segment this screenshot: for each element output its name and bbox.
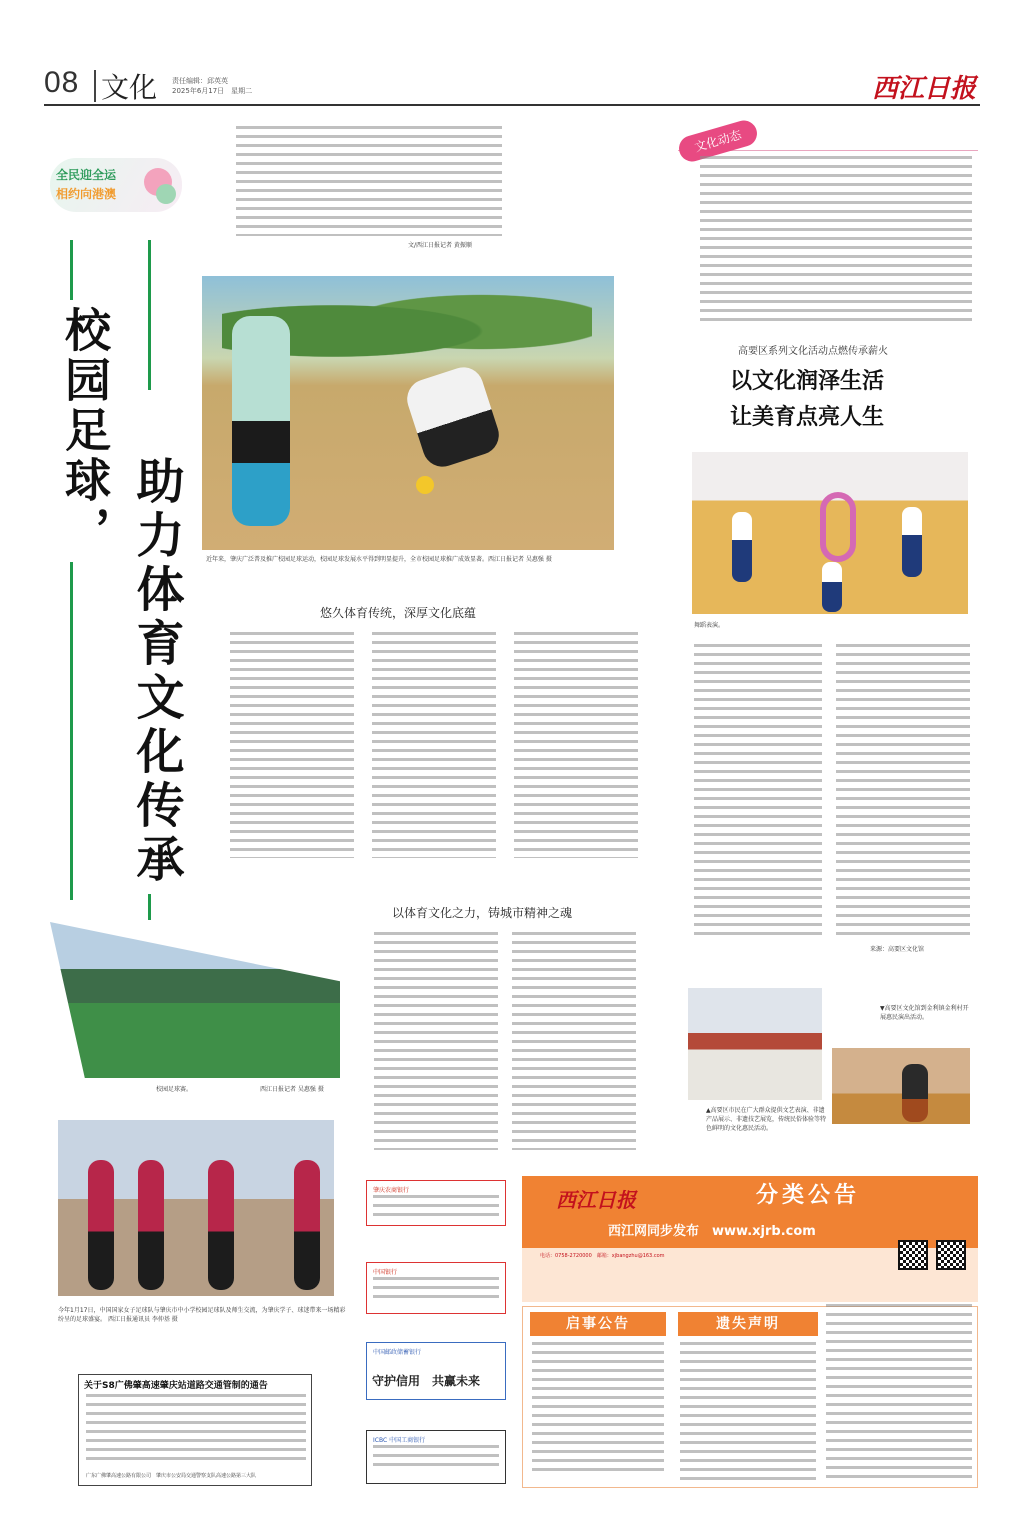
ad-bank-1[interactable] [366,1180,506,1226]
page-number: 08 [44,66,80,99]
body-column [372,632,496,858]
ad-body [373,1195,499,1221]
ad-slogan: 守护信用 共赢未来 [372,1374,481,1388]
classified-heading-lost: 遗失声明 [678,1312,818,1336]
body-column [374,932,498,1150]
body-column [230,632,354,858]
photo-player [294,1160,320,1290]
ad-body [373,1445,499,1471]
ad-bank-3[interactable] [366,1342,506,1400]
notice-body [86,1394,306,1464]
section-title: 文化 [101,71,158,104]
ad-body [373,1277,499,1303]
classified-lost-text [826,1304,972,1482]
photo-dancer [732,512,752,582]
body-column [694,644,822,940]
headline-part1: 校园足球， [52,300,118,562]
culture-trend-text [700,156,972,324]
photo-dance [692,452,968,614]
photo-womens-team [58,1120,334,1296]
header-separator [94,70,96,102]
photo-player [232,316,290,526]
right-story-title-line1: 以文化润泽生活 [730,369,885,394]
date-line: 2025年6月17日 星期二 [172,87,253,95]
photo-player [138,1160,164,1290]
photo-exhibition [688,988,822,1100]
photo-player [88,1160,114,1290]
photo-main-caption: 近年来，肇庆广泛普及推广校园足球运动，校园足球发展水平得到明显提升，全市校园足球推广成效显著。西江日报记者 吴惠强 摄 [206,556,552,563]
header-meta [172,76,252,96]
photo-team-credit: 西江日报通讯员 李仲基 摄 [107,1316,178,1323]
notice-title: 关于S8广佛肇高速肇庆站道路交通管制的通告 [84,1381,268,1391]
badge-line1: 全民迎全运 [56,168,117,182]
classified-masthead: 西江日报 [556,1188,636,1212]
photo-school-field [50,922,340,1078]
photo-player [402,362,504,472]
ad-logo: 中国银行 [373,1269,398,1276]
badge-ornament [156,184,176,204]
qr-code-icon[interactable] [898,1240,928,1270]
photo-field-caption: 校园足球赛。 [156,1086,193,1093]
subhead-1: 悠久体育传统，深厚文化底蕴 [320,606,477,620]
lead-paragraph [236,126,502,236]
ad-logo: 中国邮政储蓄银行 [373,1349,422,1356]
classified-title: 分类公告 [756,1183,861,1208]
ad-logo: ICBC 中国工商银行 [373,1437,426,1444]
headline-part2: 助力体育文化传承 [122,450,191,894]
photo-dancer [902,507,922,577]
headline-rule [148,240,151,390]
photo-guitarist [902,1064,928,1122]
photo-performance [832,1048,970,1124]
photo-dancer [822,562,842,612]
photo-ribbon [820,492,856,562]
classified-lost-text [680,1342,816,1482]
lead-credit: 文/西江日报记者 黄振顺 [408,242,472,249]
photo-player [208,1160,234,1290]
classified-sync[interactable]: 西江网同步发布 www.xjrb.com [608,1224,816,1239]
photo-ev1-caption: ▼高要区文化馆到金利镇金利村开展惠民演出活动。 [880,1005,969,1021]
classified-notices-text [532,1342,664,1474]
photo-team-caption-text: 今年1月17日，中国国家女子足球队与肇庆市中小学校园足球队及师生交流，为肇庆学子、球迷带来一场精彩纷呈的足球盛宴。 [58,1307,346,1323]
right-story-kicker: 高要区系列文化活动点燃传承薪火 [738,346,888,357]
photo-dance-caption: 舞蹈表演。 [694,622,725,629]
notice-sign: 广东广佛肇高速公路有限公司 肇庆市公安局交通警察支队高速公路第三大队 [86,1473,257,1479]
ad-bank-4[interactable] [366,1430,506,1484]
ad-bank-2[interactable] [366,1262,506,1314]
photo-football-match [202,276,614,550]
right-story-credit: 来源：高要区文化馆 [870,946,925,953]
header-rule [44,104,980,106]
subhead-2: 以体育文化之力，铸城市精神之魂 [392,906,573,920]
photo-team-caption [58,1306,348,1324]
classified-contact: 电话：0758-2720000 邮箱：xjbangzhu@163.com [540,1253,665,1259]
classified-heading-notices: 启事公告 [530,1312,666,1336]
photo-field-credit: 西江日报记者 吴惠强 摄 [260,1086,324,1093]
badge-line2: 相约向港澳 [56,187,117,201]
body-column [514,632,638,858]
right-story-title-line2: 让美育点亮人生 [730,405,885,430]
ad-logo: 肇庆农商银行 [373,1187,410,1194]
editor-line: 责任编辑：邱英英 [172,77,228,85]
qr-code-icon[interactable] [936,1240,966,1270]
body-column [512,932,636,1150]
body-column [836,644,970,940]
photo-ball [416,476,434,494]
culture-trend-tag: 文化动态 [676,117,760,164]
masthead-logo: 西江日报 [871,74,976,104]
photo-ev2-caption: ▲高要区市民在广大群众提供文艺表演、非遗产品展示、非遗技艺展览，传统民俗体验等特色鲜明的文化惠民活动。 [706,1107,827,1132]
